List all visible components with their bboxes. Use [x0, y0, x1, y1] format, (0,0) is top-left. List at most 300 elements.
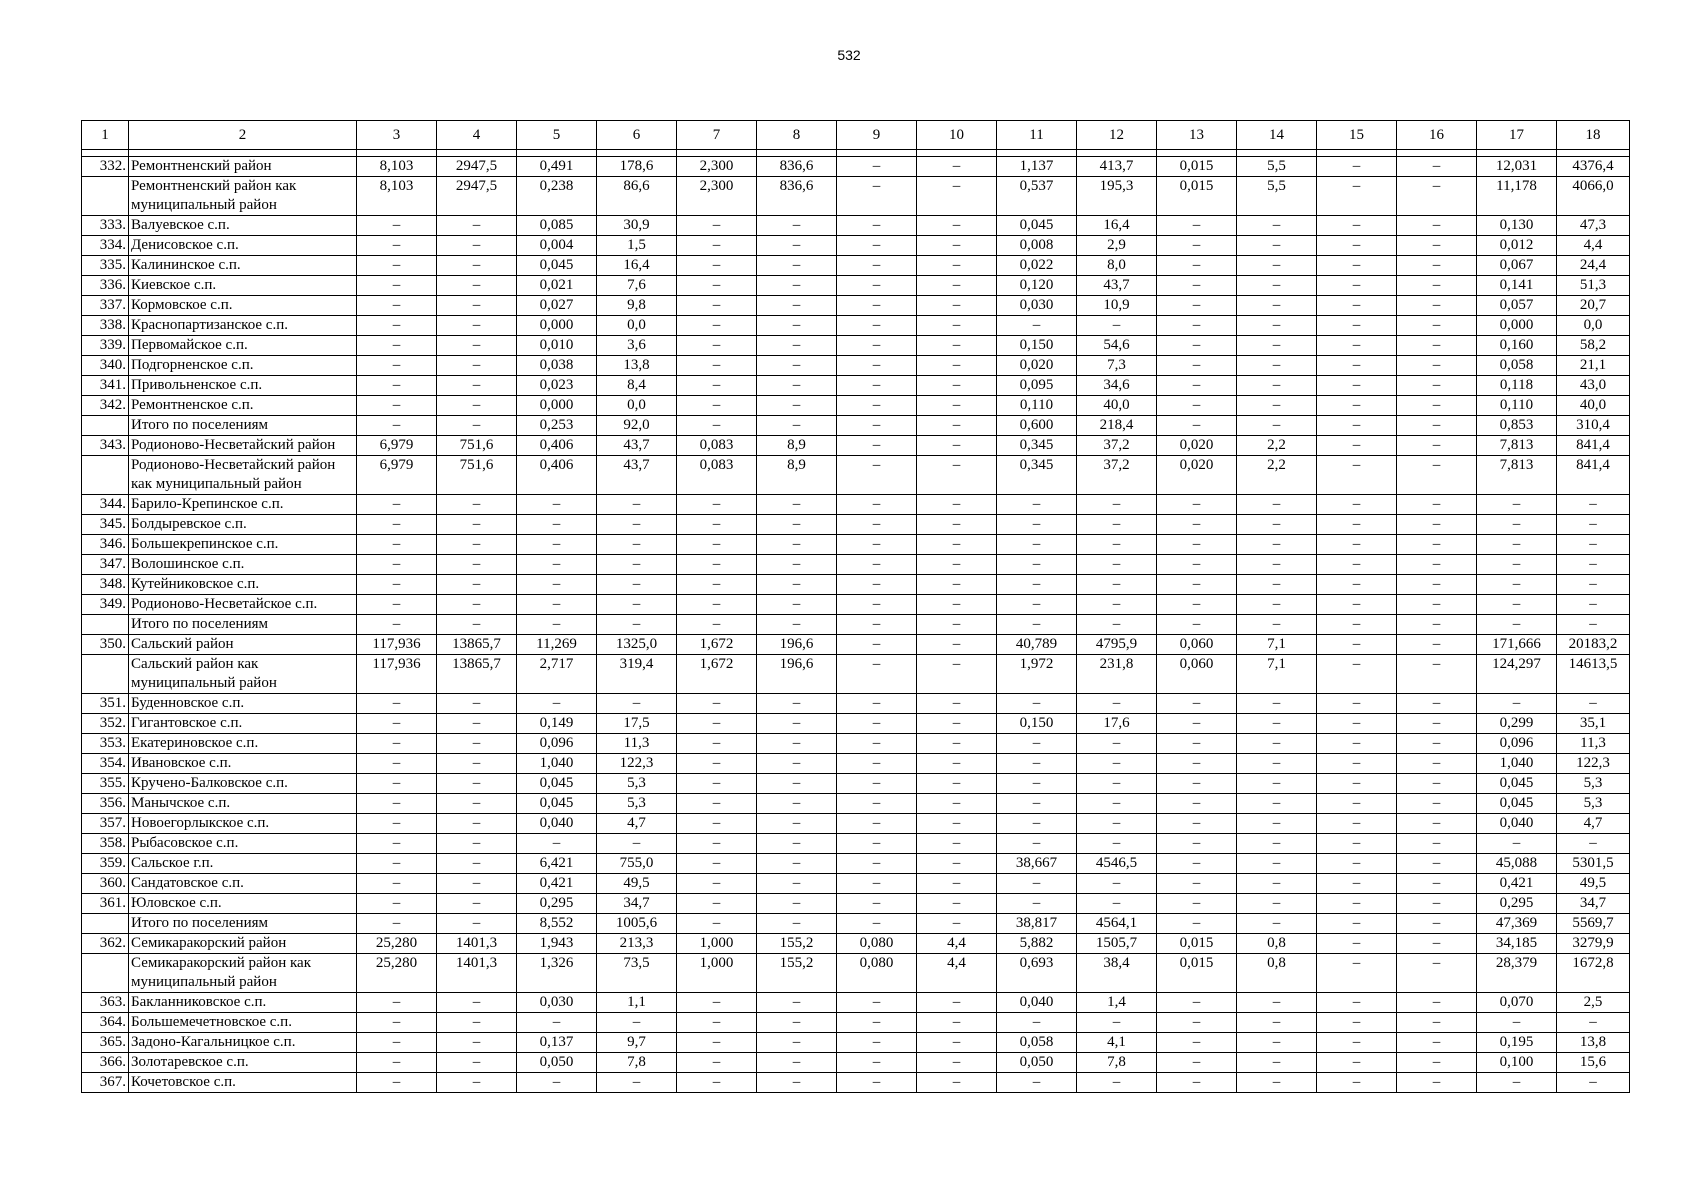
- value-cell: 0,160: [1477, 336, 1557, 356]
- row-name: Кутейниковское с.п.: [129, 575, 357, 595]
- row-name: Киевское с.п.: [129, 276, 357, 296]
- value-cell: –: [1397, 854, 1477, 874]
- value-cell: –: [1077, 834, 1157, 854]
- row-number: 335.: [82, 256, 129, 276]
- value-cell: –: [357, 615, 437, 635]
- value-cell: 9,8: [597, 296, 677, 316]
- value-cell: –: [757, 535, 837, 555]
- table-row: [82, 296, 1630, 316]
- value-cell: –: [1317, 894, 1397, 914]
- header-cell: 5: [517, 121, 597, 150]
- value-cell: –: [677, 216, 757, 236]
- value-cell: –: [1397, 635, 1477, 655]
- value-cell: –: [1317, 396, 1397, 416]
- value-cell: –: [1237, 1053, 1317, 1073]
- value-cell: –: [677, 1033, 757, 1053]
- row-name: Итого по поселениям: [129, 416, 357, 436]
- value-cell: –: [1157, 236, 1237, 256]
- value-cell: –: [837, 177, 917, 216]
- value-cell: 218,4: [1077, 416, 1157, 436]
- value-cell: 6,979: [357, 456, 437, 495]
- value-cell: 34,185: [1477, 934, 1557, 954]
- value-cell: 0,030: [517, 993, 597, 1013]
- row-name: Семикаракорский район как муниципальный район: [129, 954, 357, 993]
- header-cell: 10: [917, 121, 997, 150]
- value-cell: –: [677, 993, 757, 1013]
- value-cell: –: [757, 276, 837, 296]
- row-name: Барило-Крепинское с.п.: [129, 495, 357, 515]
- value-cell: 0,012: [1477, 236, 1557, 256]
- value-cell: –: [1477, 615, 1557, 635]
- value-cell: –: [917, 296, 997, 316]
- value-cell: –: [1237, 794, 1317, 814]
- value-cell: –: [677, 316, 757, 336]
- value-cell: –: [1157, 834, 1237, 854]
- value-cell: –: [597, 495, 677, 515]
- value-cell: –: [757, 814, 837, 834]
- value-cell: –: [357, 754, 437, 774]
- value-cell: –: [1237, 615, 1317, 635]
- value-cell: 5,5: [1237, 177, 1317, 216]
- value-cell: 0,345: [997, 456, 1077, 495]
- value-cell: 0,030: [997, 296, 1077, 316]
- value-cell: 10,9: [1077, 296, 1157, 316]
- value-cell: 5,5: [1237, 157, 1317, 177]
- value-cell: –: [1317, 157, 1397, 177]
- table-row: [82, 555, 1630, 575]
- value-cell: 171,666: [1477, 635, 1557, 655]
- value-cell: –: [1317, 874, 1397, 894]
- value-cell: –: [997, 774, 1077, 794]
- value-cell: –: [757, 416, 837, 436]
- value-cell: –: [677, 535, 757, 555]
- value-cell: –: [1557, 535, 1630, 555]
- value-cell: –: [1237, 495, 1317, 515]
- value-cell: 1401,3: [437, 954, 517, 993]
- value-cell: 35,1: [1557, 714, 1630, 734]
- value-cell: –: [1397, 595, 1477, 615]
- value-cell: –: [1317, 914, 1397, 934]
- table-row: [82, 1033, 1630, 1053]
- value-cell: –: [997, 575, 1077, 595]
- table-row: [82, 934, 1630, 954]
- value-cell: 2,9: [1077, 236, 1157, 256]
- value-cell: –: [1157, 296, 1237, 316]
- table-row: [82, 436, 1630, 456]
- value-cell: –: [517, 555, 597, 575]
- value-cell: –: [757, 734, 837, 754]
- value-cell: –: [1077, 894, 1157, 914]
- value-cell: 7,8: [1077, 1053, 1157, 1073]
- value-cell: –: [837, 694, 917, 714]
- value-cell: –: [517, 1073, 597, 1093]
- value-cell: –: [837, 1033, 917, 1053]
- value-cell: –: [917, 1013, 997, 1033]
- row-number: 356.: [82, 794, 129, 814]
- value-cell: –: [1397, 276, 1477, 296]
- row-number: 342.: [82, 396, 129, 416]
- row-name: Кормовское с.п.: [129, 296, 357, 316]
- value-cell: 751,6: [437, 436, 517, 456]
- value-cell: –: [357, 894, 437, 914]
- value-cell: 5301,5: [1557, 854, 1630, 874]
- value-cell: –: [1317, 535, 1397, 555]
- value-cell: –: [1317, 635, 1397, 655]
- table-row: [82, 914, 1630, 934]
- value-cell: –: [1157, 615, 1237, 635]
- value-cell: 34,7: [1557, 894, 1630, 914]
- value-cell: 0,0: [597, 316, 677, 336]
- value-cell: –: [357, 416, 437, 436]
- value-cell: –: [677, 1053, 757, 1073]
- table-row: [82, 575, 1630, 595]
- header-gap: [82, 150, 1630, 157]
- value-cell: –: [1077, 495, 1157, 515]
- value-cell: –: [917, 794, 997, 814]
- value-cell: –: [517, 1013, 597, 1033]
- value-cell: –: [677, 874, 757, 894]
- header-cell: 16: [1397, 121, 1477, 150]
- value-cell: –: [1237, 416, 1317, 436]
- value-cell: –: [357, 734, 437, 754]
- value-cell: 1,672: [677, 635, 757, 655]
- value-cell: 0,085: [517, 216, 597, 236]
- value-cell: 0,295: [517, 894, 597, 914]
- value-cell: –: [1477, 575, 1557, 595]
- value-cell: 13,8: [1557, 1033, 1630, 1053]
- value-cell: –: [437, 1053, 517, 1073]
- value-cell: –: [757, 1073, 837, 1093]
- value-cell: 0,120: [997, 276, 1077, 296]
- value-cell: –: [1157, 216, 1237, 236]
- value-cell: –: [1077, 555, 1157, 575]
- gap-cell: [1477, 150, 1557, 157]
- value-cell: –: [517, 495, 597, 515]
- value-cell: 12,031: [1477, 157, 1557, 177]
- row-name: Задоно-Кагальницкое с.п.: [129, 1033, 357, 1053]
- value-cell: –: [917, 396, 997, 416]
- row-name: Кочетовское с.п.: [129, 1073, 357, 1093]
- value-cell: –: [837, 834, 917, 854]
- value-cell: –: [437, 834, 517, 854]
- value-cell: –: [1397, 934, 1477, 954]
- value-cell: –: [1317, 356, 1397, 376]
- value-cell: –: [1317, 256, 1397, 276]
- value-cell: –: [677, 734, 757, 754]
- row-number: 339.: [82, 336, 129, 356]
- value-cell: –: [517, 515, 597, 535]
- value-cell: –: [517, 834, 597, 854]
- value-cell: –: [1397, 615, 1477, 635]
- value-cell: 0,8: [1237, 954, 1317, 993]
- value-cell: –: [917, 535, 997, 555]
- value-cell: –: [757, 575, 837, 595]
- row-name: Сандатовское с.п.: [129, 874, 357, 894]
- value-cell: –: [837, 316, 917, 336]
- value-cell: –: [1237, 575, 1317, 595]
- value-cell: –: [677, 236, 757, 256]
- row-name: Семикаракорский район: [129, 934, 357, 954]
- value-cell: –: [917, 814, 997, 834]
- value-cell: –: [917, 456, 997, 495]
- value-cell: –: [757, 754, 837, 774]
- table-row: [82, 177, 1630, 216]
- value-cell: 13,8: [597, 356, 677, 376]
- value-cell: –: [1077, 535, 1157, 555]
- table-row: [82, 495, 1630, 515]
- value-cell: –: [1237, 1013, 1317, 1033]
- value-cell: –: [1077, 575, 1157, 595]
- value-cell: 0,299: [1477, 714, 1557, 734]
- value-cell: –: [837, 296, 917, 316]
- value-cell: 0,023: [517, 376, 597, 396]
- value-cell: –: [1077, 515, 1157, 535]
- value-cell: –: [757, 1013, 837, 1033]
- value-cell: –: [357, 316, 437, 336]
- value-cell: –: [1397, 316, 1477, 336]
- value-cell: –: [757, 834, 837, 854]
- value-cell: 73,5: [597, 954, 677, 993]
- value-cell: –: [1397, 894, 1477, 914]
- value-cell: –: [597, 1073, 677, 1093]
- value-cell: –: [757, 296, 837, 316]
- value-cell: 37,2: [1077, 456, 1157, 495]
- value-cell: –: [677, 754, 757, 774]
- value-cell: 836,6: [757, 177, 837, 216]
- value-cell: –: [437, 714, 517, 734]
- value-cell: –: [1157, 1013, 1237, 1033]
- value-cell: –: [677, 814, 757, 834]
- value-cell: –: [1397, 356, 1477, 376]
- value-cell: 0,080: [837, 934, 917, 954]
- value-cell: 1,040: [1477, 754, 1557, 774]
- value-cell: –: [837, 575, 917, 595]
- value-cell: –: [917, 555, 997, 575]
- value-cell: 43,7: [1077, 276, 1157, 296]
- value-cell: 2,300: [677, 157, 757, 177]
- value-cell: –: [1397, 694, 1477, 714]
- value-cell: –: [1077, 316, 1157, 336]
- row-number: 358.: [82, 834, 129, 854]
- value-cell: –: [677, 1073, 757, 1093]
- value-cell: –: [1237, 555, 1317, 575]
- value-cell: 1,326: [517, 954, 597, 993]
- row-name: Рыбасовское с.п.: [129, 834, 357, 854]
- table-body: [82, 121, 1630, 1093]
- header-cell: 9: [837, 121, 917, 150]
- value-cell: –: [757, 874, 837, 894]
- value-cell: –: [1477, 1013, 1557, 1033]
- value-cell: 0,100: [1477, 1053, 1557, 1073]
- value-cell: –: [997, 555, 1077, 575]
- value-cell: –: [357, 1073, 437, 1093]
- value-cell: –: [437, 495, 517, 515]
- value-cell: –: [757, 216, 837, 236]
- value-cell: –: [1397, 515, 1477, 535]
- gap-cell: [357, 150, 437, 157]
- value-cell: 841,4: [1557, 436, 1630, 456]
- value-cell: –: [1157, 874, 1237, 894]
- row-name: Сальский район: [129, 635, 357, 655]
- value-cell: 6,421: [517, 854, 597, 874]
- value-cell: 4,1: [1077, 1033, 1157, 1053]
- value-cell: –: [1157, 854, 1237, 874]
- data-table: [81, 120, 1630, 1093]
- value-cell: –: [917, 595, 997, 615]
- row-name: Волошинское с.п.: [129, 555, 357, 575]
- value-cell: 2947,5: [437, 177, 517, 216]
- row-number: 334.: [82, 236, 129, 256]
- value-cell: 0,040: [1477, 814, 1557, 834]
- value-cell: 0,045: [1477, 774, 1557, 794]
- value-cell: –: [517, 694, 597, 714]
- value-cell: –: [997, 535, 1077, 555]
- value-cell: –: [1237, 1073, 1317, 1093]
- value-cell: 17,5: [597, 714, 677, 734]
- value-cell: –: [357, 993, 437, 1013]
- value-cell: –: [357, 495, 437, 515]
- value-cell: 0,080: [837, 954, 917, 993]
- value-cell: –: [917, 216, 997, 236]
- table-row: [82, 1053, 1630, 1073]
- row-number: 366.: [82, 1053, 129, 1073]
- value-cell: –: [1317, 376, 1397, 396]
- value-cell: –: [837, 495, 917, 515]
- value-cell: 1672,8: [1557, 954, 1630, 993]
- value-cell: –: [597, 694, 677, 714]
- row-number: [82, 177, 129, 216]
- value-cell: –: [1317, 694, 1397, 714]
- row-number: 345.: [82, 515, 129, 535]
- value-cell: –: [677, 894, 757, 914]
- value-cell: 0,058: [997, 1033, 1077, 1053]
- value-cell: –: [437, 754, 517, 774]
- value-cell: 755,0: [597, 854, 677, 874]
- value-cell: –: [1557, 1073, 1630, 1093]
- value-cell: –: [917, 894, 997, 914]
- value-cell: –: [597, 1013, 677, 1033]
- value-cell: –: [1157, 734, 1237, 754]
- row-number: 360.: [82, 874, 129, 894]
- value-cell: 5,3: [597, 774, 677, 794]
- value-cell: 841,4: [1557, 456, 1630, 495]
- value-cell: 0,050: [517, 1053, 597, 1073]
- value-cell: –: [677, 356, 757, 376]
- table-row: [82, 276, 1630, 296]
- value-cell: 0,022: [997, 256, 1077, 276]
- value-cell: –: [677, 854, 757, 874]
- value-cell: 124,297: [1477, 655, 1557, 694]
- value-cell: –: [837, 555, 917, 575]
- value-cell: –: [1317, 774, 1397, 794]
- value-cell: 16,4: [597, 256, 677, 276]
- value-cell: 3,6: [597, 336, 677, 356]
- value-cell: –: [517, 595, 597, 615]
- value-cell: –: [757, 256, 837, 276]
- value-cell: –: [837, 854, 917, 874]
- value-cell: 0,045: [997, 216, 1077, 236]
- row-number: 367.: [82, 1073, 129, 1093]
- table-row: [82, 456, 1630, 495]
- value-cell: –: [1237, 714, 1317, 734]
- value-cell: 4,4: [1557, 236, 1630, 256]
- value-cell: 43,0: [1557, 376, 1630, 396]
- value-cell: 0,406: [517, 456, 597, 495]
- value-cell: –: [1557, 834, 1630, 854]
- value-cell: 0,008: [997, 236, 1077, 256]
- value-cell: 4,4: [917, 934, 997, 954]
- value-cell: –: [437, 1033, 517, 1053]
- value-cell: 34,6: [1077, 376, 1157, 396]
- value-cell: –: [1557, 555, 1630, 575]
- row-name: Привольненское с.п.: [129, 376, 357, 396]
- value-cell: –: [1157, 356, 1237, 376]
- value-cell: –: [1557, 1013, 1630, 1033]
- value-cell: –: [1077, 615, 1157, 635]
- value-cell: –: [837, 635, 917, 655]
- table-row: [82, 356, 1630, 376]
- value-cell: –: [1317, 1053, 1397, 1073]
- row-number: 362.: [82, 934, 129, 954]
- value-cell: 0,070: [1477, 993, 1557, 1013]
- value-cell: –: [917, 515, 997, 535]
- table-row: [82, 635, 1630, 655]
- gap-cell: [1157, 150, 1237, 157]
- value-cell: 413,7: [1077, 157, 1157, 177]
- value-cell: –: [1317, 177, 1397, 216]
- value-cell: –: [917, 356, 997, 376]
- table-row: [82, 714, 1630, 734]
- row-name: Родионово-Несветайский район: [129, 436, 357, 456]
- value-cell: –: [1157, 794, 1237, 814]
- table-row: [82, 814, 1630, 834]
- value-cell: –: [1317, 1073, 1397, 1093]
- value-cell: –: [1397, 954, 1477, 993]
- value-cell: 43,7: [597, 436, 677, 456]
- row-number: [82, 416, 129, 436]
- table-row: [82, 336, 1630, 356]
- value-cell: –: [1317, 296, 1397, 316]
- value-cell: 6,979: [357, 436, 437, 456]
- row-number: [82, 914, 129, 934]
- value-cell: –: [917, 236, 997, 256]
- row-number: 352.: [82, 714, 129, 734]
- row-number: 338.: [82, 316, 129, 336]
- value-cell: –: [1157, 1033, 1237, 1053]
- value-cell: 0,130: [1477, 216, 1557, 236]
- value-cell: 21,1: [1557, 356, 1630, 376]
- value-cell: 1,4: [1077, 993, 1157, 1013]
- row-name: Подгорненское с.п.: [129, 356, 357, 376]
- table-row: [82, 794, 1630, 814]
- value-cell: 37,2: [1077, 436, 1157, 456]
- value-cell: –: [1317, 515, 1397, 535]
- value-cell: –: [677, 714, 757, 734]
- value-cell: –: [437, 874, 517, 894]
- value-cell: 0,421: [517, 874, 597, 894]
- value-cell: –: [1077, 874, 1157, 894]
- value-cell: 0,345: [997, 436, 1077, 456]
- value-cell: –: [1317, 814, 1397, 834]
- row-name: Большекрепинское с.п.: [129, 535, 357, 555]
- value-cell: –: [437, 794, 517, 814]
- value-cell: –: [997, 834, 1077, 854]
- header-cell: 2: [129, 121, 357, 150]
- value-cell: –: [677, 515, 757, 535]
- value-cell: 7,8: [597, 1053, 677, 1073]
- value-cell: –: [437, 993, 517, 1013]
- row-name: Юловское с.п.: [129, 894, 357, 914]
